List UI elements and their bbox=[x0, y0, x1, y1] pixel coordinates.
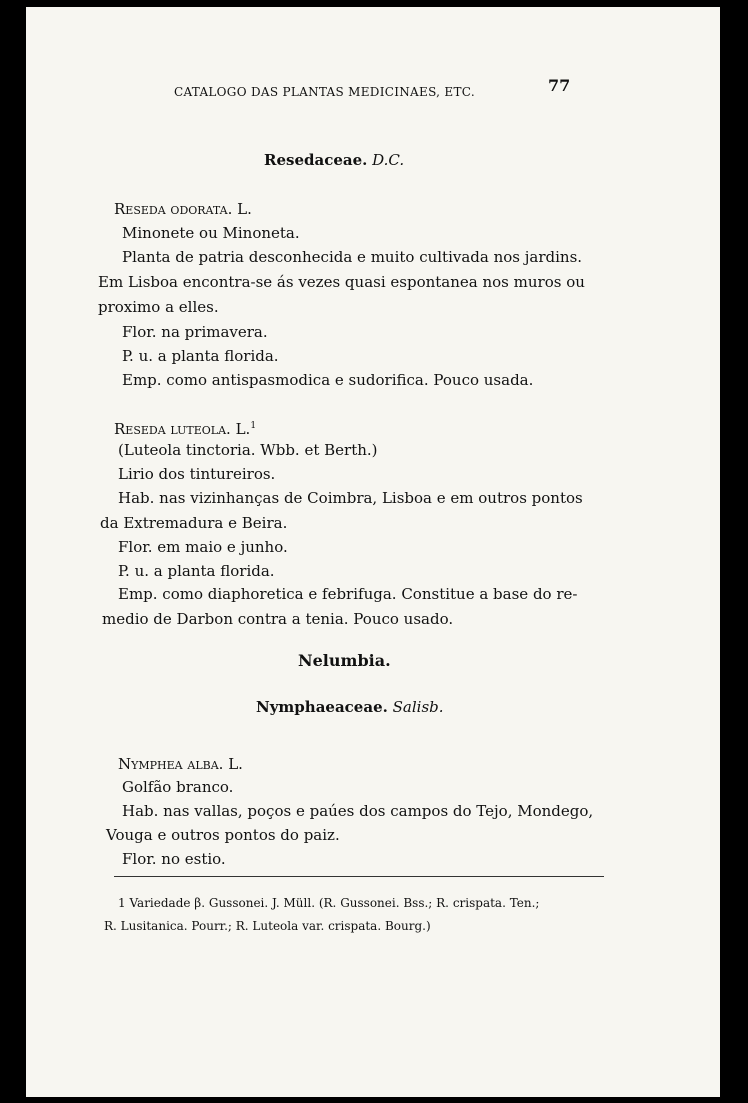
entry-line: Golfão branco. bbox=[122, 778, 234, 796]
footnote-mark: 1 bbox=[118, 896, 126, 910]
book-page bbox=[26, 7, 720, 1097]
section-heading-nymphaeaceae bbox=[256, 698, 444, 716]
entry-line: Flor. em maio e junho. bbox=[118, 538, 288, 556]
footnote-rule bbox=[114, 876, 604, 877]
species-heading-reseda-luteola bbox=[114, 417, 256, 438]
species-heading-reseda-odorata bbox=[114, 200, 252, 218]
footnote-line: R. Lusitanica. Pourr.; R. Luteola var. crispata. Bourg.) bbox=[104, 919, 431, 933]
family-name: Resedaceae. bbox=[264, 151, 368, 169]
entry-line: P. u. a planta florida. bbox=[122, 347, 279, 365]
family-name: Nymphaeaceae. bbox=[256, 698, 388, 716]
species-author: L. bbox=[237, 200, 252, 218]
entry-line: Em Lisboa encontra-se ás vezes quasi espontanea nos muros ou bbox=[98, 273, 585, 291]
entry-line: Hab. nas vizinhanças de Coimbra, Lisboa e em outros pontos bbox=[118, 489, 583, 507]
entry-line: da Extremadura e Beira. bbox=[100, 514, 288, 532]
footnote-line bbox=[118, 894, 539, 912]
running-header: CATALOGO DAS PLANTAS MEDICINAES, ETC. bbox=[174, 85, 475, 99]
entry-line: (Luteola tinctoria. Wbb. et Berth.) bbox=[118, 441, 378, 459]
entry-line: Hab. nas vallas, poços e paúes dos campos do Tejo, Mondego, bbox=[122, 802, 594, 820]
species-name: Reseda luteola. bbox=[114, 420, 231, 438]
entry-line: Planta de patria desconhecida e muito cultivada nos jardins. bbox=[122, 248, 583, 266]
section-heading-nelumbia: Nelumbia. bbox=[298, 651, 391, 670]
entry-line: Flor. na primavera. bbox=[122, 323, 268, 341]
entry-line: Flor. no estio. bbox=[122, 850, 226, 868]
species-heading-nymphea-alba bbox=[118, 755, 243, 773]
footnote-text: Variedade β. Gussonei. J. Müll. (R. Gussonei. Bss.; R. crispata. Ten.; bbox=[129, 896, 540, 910]
family-authority: D.C. bbox=[372, 151, 405, 169]
section-heading-resedaceae bbox=[264, 151, 404, 169]
entry-line: P. u. a planta florida. bbox=[118, 562, 275, 580]
entry-line: Emp. como diaphoretica e febrifuga. Constitue a base do re- bbox=[118, 585, 578, 603]
family-authority: Salisb. bbox=[392, 698, 444, 716]
entry-line: proximo a elles. bbox=[98, 298, 219, 316]
species-name: Reseda odorata. bbox=[114, 200, 233, 218]
entry-line: Vouga e outros pontos do paiz. bbox=[106, 826, 340, 844]
entry-line: medio de Darbon contra a tenia. Pouco usado. bbox=[102, 610, 454, 628]
entry-line: Emp. como antispasmodica e sudorifica. Pouco usada. bbox=[122, 371, 534, 389]
entry-line: Minonete ou Minoneta. bbox=[122, 224, 300, 242]
footnote-marker: 1 bbox=[250, 421, 257, 431]
species-author: L. bbox=[235, 420, 251, 438]
page-number: 77 bbox=[548, 76, 571, 95]
species-name: Nymphea alba. bbox=[118, 755, 224, 773]
species-author: L. bbox=[228, 755, 243, 773]
entry-line: Lirio dos tintureiros. bbox=[118, 465, 276, 483]
